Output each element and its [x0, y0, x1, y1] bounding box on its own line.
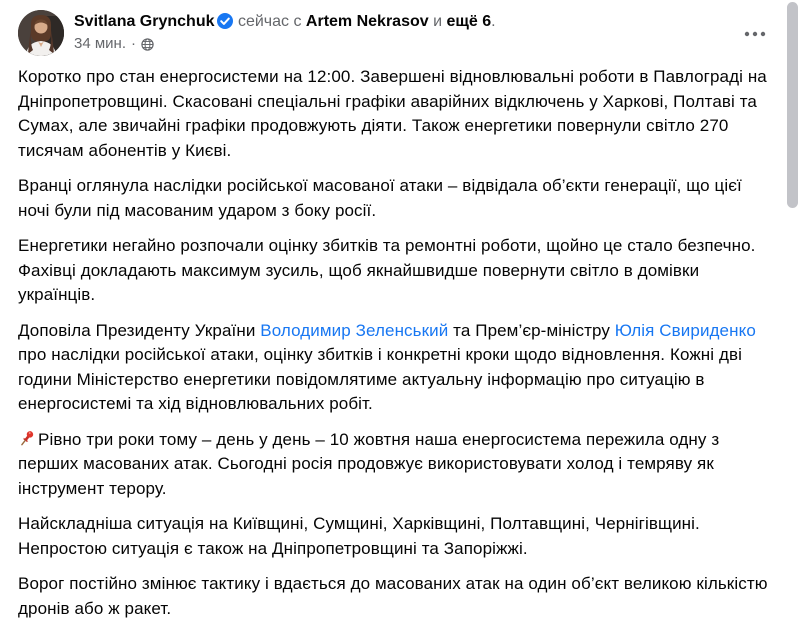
post-paragraph: [18, 512, 770, 561]
verified-badge-icon: [217, 13, 233, 29]
avatar[interactable]: [18, 10, 64, 56]
pin-icon: [18, 429, 37, 448]
context-text-and: и: [433, 13, 443, 30]
mention-link[interactable]: Володимир Зеленський: [260, 320, 449, 340]
timestamp-link[interactable]: 34 мин.: [74, 35, 126, 52]
dot-separator: ·: [131, 35, 136, 52]
post-body: [0, 58, 800, 621]
post-paragraph: [18, 174, 770, 223]
mention-link[interactable]: Юлія Свириденко: [614, 320, 756, 340]
paragraph-text: Енергетики негайно розпочали оцінку збитків та ремонтні роботи, щойно це стало безпечно. Фахівці докладають максимум зусиль, щоб якнайшвидше повернути світло в домівки українців.: [18, 236, 756, 304]
paragraph-text: Найскладніша ситуація на Київщині, Сумщині, Харківщині, Полтавщині, Чернігівщині. Непростою ситуація є також на Дніпропетровщині та Запоріжжі.: [18, 514, 700, 558]
meta-line: [74, 35, 496, 53]
paragraph-text: Рівно три роки тому – день у день – 10 жовтня наша енергосистема пережила одну з перших масованих атак. Сьогодні росія продовжує використовувати холод і темряву як інструмент терору.: [18, 429, 720, 498]
tagged-friend-link[interactable]: Artem Nekrasov: [305, 13, 429, 30]
context-text-pre: сейчас с: [237, 13, 302, 30]
header-text: [74, 10, 496, 53]
post-paragraph: [18, 234, 770, 308]
globe-icon: [141, 38, 154, 51]
more-tagged-link[interactable]: ещё 6: [446, 13, 492, 30]
paragraph-text: Ворог постійно змінює тактику і вдається до масованих атак на один об’єкт великою кількістю дронів або ж ракет.: [18, 574, 768, 618]
paragraph-text: Коротко про стан енергосистеми на 12:00. Завершені відновлювальні роботи в Павлограді на Дніпропетровщині. Скасовані спеціальні графіки аварійних відключень у Харкові, Полтаві та Сумах, але звичайні графіки продовжують діяти. Також енергетики повернули світло 270 тисячам абонентів у Києві.: [18, 67, 767, 160]
paragraph-text: про наслідки російської атаки, оцінку збитків і конкретні кроки щодо відновлення. Кожні дві години Міністерство енергетики повідомлятиме актуальну інформацію про ситуацію в енергосистемі та хід відновлювальних робіт.: [18, 345, 743, 413]
post-paragraph: [18, 65, 770, 163]
post-header: [0, 0, 800, 58]
post-paragraph: [18, 428, 770, 502]
more-options-button[interactable]: [742, 26, 768, 42]
paragraph-text: Вранці оглянула наслідки російської масованої атаки – відвідала об’єкти генерації, що цієї ночі були під масованим ударом з боку росії.: [18, 176, 742, 220]
post-paragraph: [18, 572, 770, 621]
post-paragraph: [18, 319, 770, 417]
author-name[interactable]: Svitlana Grynchuk: [74, 13, 215, 30]
name-line: [74, 11, 496, 32]
scrollbar-thumb[interactable]: [787, 2, 798, 208]
paragraph-text: та Прем’єр-міністру: [448, 320, 615, 340]
ellipsis-icon: [744, 31, 766, 37]
context-period: .: [491, 13, 496, 30]
paragraph-text: Доповіла Президенту України: [18, 320, 261, 340]
avatar-image: [18, 10, 64, 56]
